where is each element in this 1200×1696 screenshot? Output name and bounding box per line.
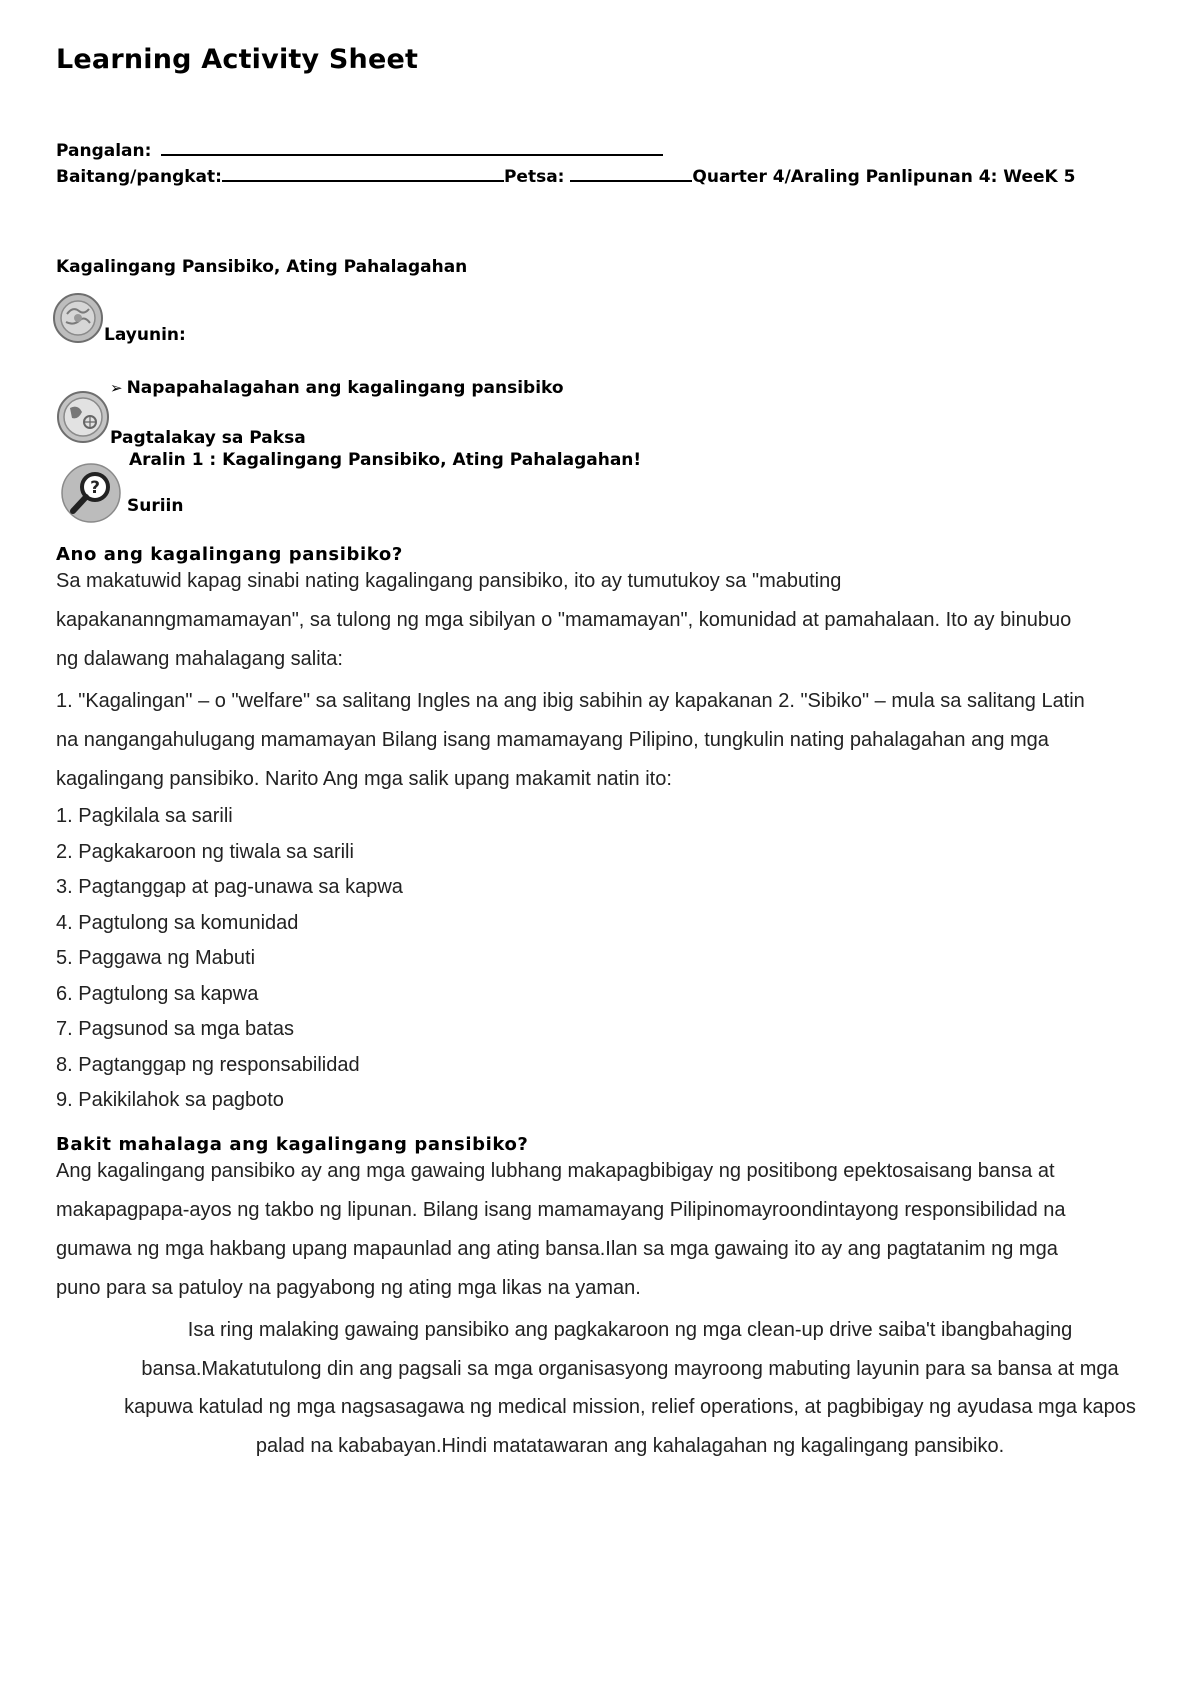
- paragraph-line: 1. "Kagalingan" – o "welfare" sa salitang Ingles na ang ibig sabihin ay kapakanan 2. "Sibiko" – mula sa salitang Latin: [56, 690, 1085, 712]
- section2-paragraph-1: [56, 1152, 1200, 1308]
- paragraph-line: gumawa ng mga hakbang upang mapaunlad ang ating bansa.Ilan sa mga gawaing ito ay ang pagtatanim ng mga: [56, 1238, 1058, 1260]
- paragraph-line: kagalingang pansibiko. Narito Ang mga salik upang makamit natin ito:: [56, 768, 672, 790]
- paragraph-line: palad na kababayan.Hindi matatawaran ang kahalagahan ng kagalingang pansibiko.: [255, 1434, 1005, 1457]
- list-item: 6. Pagtulong sa kapwa: [56, 982, 259, 1005]
- paragraph-line: Ang kagalingang pansibiko ay ang mga gawaing lubhang makapagbibigay ng positibong epektosaisang bansa at: [56, 1160, 1055, 1182]
- paragraph-line: Isa ring malaking gawaing pansibiko ang pagkakaroon ng mga clean-up drive saiba't ibangbahaging: [187, 1319, 1073, 1341]
- list-item: 3. Pagtanggap at pag-unawa sa kapwa: [56, 876, 403, 898]
- document-title: Learning Activity Sheet: [56, 44, 419, 75]
- list-item: 7. Pagsunod sa mga batas: [56, 1018, 294, 1040]
- section1-body: [56, 562, 1200, 1119]
- discussion-globe-icon: [56, 390, 110, 444]
- arrow-bullet-icon: ➢: [110, 379, 123, 397]
- list-item: 8. Pagtanggap ng responsabilidad: [56, 1053, 360, 1076]
- objective-text: Napapahalagahan ang kagalingang pansibiko: [126, 378, 564, 398]
- section2-body: [56, 1152, 1200, 1308]
- paragraph-line: bansa.Makatutulong din ang pagsali sa mga organisasyong mayroong mabuting layunin para sa bansa at mga: [141, 1357, 1119, 1380]
- list-item: 4. Pagtulong sa komunidad: [56, 911, 299, 934]
- factors-list: [56, 799, 1200, 1119]
- list-item: 9. Pakikilahok sa pagboto: [56, 1089, 284, 1111]
- name-blank-line: [161, 140, 663, 156]
- list-item: 2. Pagkakaroon ng tiwala sa sarili: [56, 840, 354, 863]
- paragraph-line: kapuwa katulad ng mga nagsasagawa ng medical mission, relief operations, at pagbibigay ng ayudasa mga kapos: [124, 1396, 1136, 1418]
- grade-date-row: [56, 166, 1075, 187]
- svg-text:?: ?: [90, 478, 100, 498]
- examine-label: Suriin: [127, 496, 184, 516]
- magnifier-question-icon: [60, 462, 122, 524]
- quarter-label: Quarter 4/Araling Panlipunan 4: WeeK 5: [692, 167, 1076, 187]
- paragraph-line: ng dalawang mahalagang salita:: [56, 648, 343, 670]
- objectives-label: Layunin:: [104, 325, 186, 345]
- lesson-title: Aralin 1 : Kagalingang Pansibiko, Ating Pahalagahan!: [129, 450, 642, 470]
- section2-heading: Bakit mahalaga ang kagalingang pansibiko?: [56, 1134, 529, 1155]
- name-field-row: [56, 140, 663, 161]
- grade-label: Baitang/pangkat:: [56, 167, 222, 187]
- section2-paragraph-2: [56, 1311, 1200, 1465]
- objective-item: [110, 378, 564, 398]
- topic-title: Kagalingang Pansibiko, Ating Pahalagahan: [56, 257, 468, 277]
- date-blank-line: [570, 166, 692, 182]
- list-item: 1. Pagkilala sa sarili: [56, 805, 233, 827]
- discussion-label: Pagtalakay sa Paksa: [110, 428, 306, 448]
- paragraph-line: makapagpapa-ayos ng takbo ng lipunan. Bilang isang mamamayang Pilipinomayroondintayong responsibilidad na: [56, 1199, 1066, 1221]
- name-label: Pangalan:: [56, 141, 152, 161]
- section1-paragraph-1: [56, 562, 1200, 679]
- grade-blank-line: [222, 166, 504, 182]
- paragraph-line: puno para sa patuloy na pagyabong ng ating mga likas na yaman.: [56, 1277, 641, 1299]
- date-label: Petsa:: [503, 167, 565, 187]
- paragraph-line: na nangangahulugang mamamayan Bilang isang mamamayang Pilipino, tungkulin nating pahalagahan ang mga: [56, 729, 1049, 751]
- paragraph-line: Sa makatuwid kapag sinabi nating kagalingang pansibiko, ito ay tumutukoy sa "mabuting: [56, 570, 842, 592]
- paragraph-line: kapakananngmamamayan", sa tulong ng mga sibilyan o "mamamayan", komunidad at pamahalaan. Ito ay binubuo: [56, 609, 1072, 631]
- section1-paragraph-2: [56, 682, 1200, 799]
- globe-target-icon: [52, 292, 104, 344]
- section1-heading: Ano ang kagalingang pansibiko?: [56, 544, 403, 565]
- list-item: 5. Paggawa ng Mabuti: [56, 947, 256, 969]
